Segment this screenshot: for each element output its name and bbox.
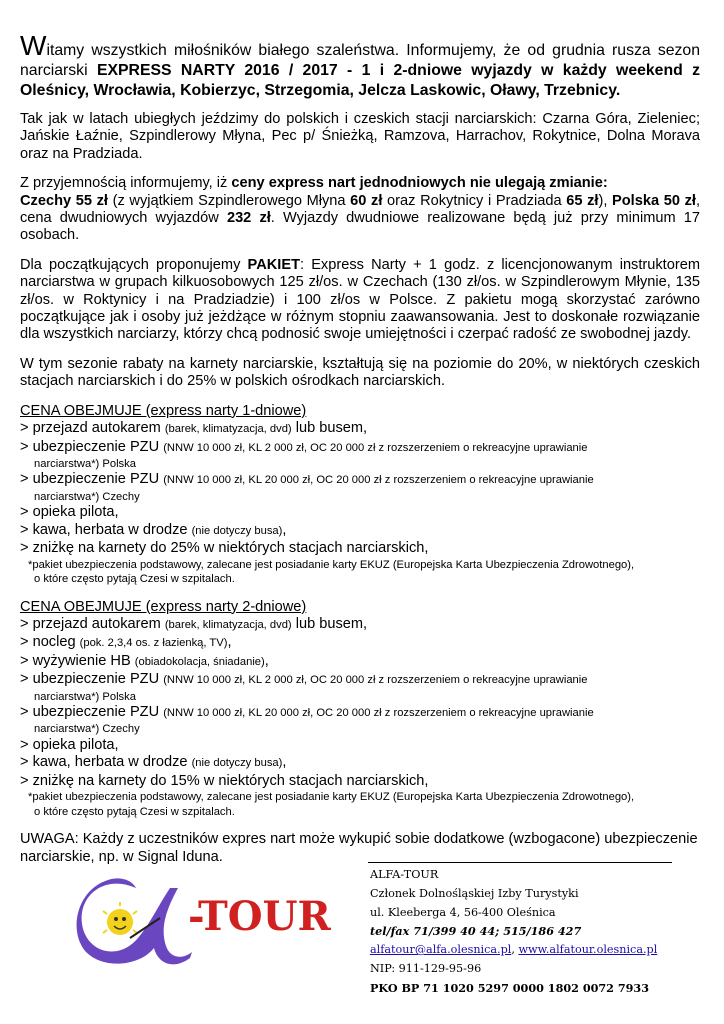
logo-text: -TOUR — [188, 893, 331, 940]
alpha-symbol-icon — [77, 878, 192, 964]
contact-links: alfatour@alfa.olesnica.pl, www.alfatour.olesnica.pl — [370, 943, 658, 957]
list-item: > zniżkę na karnety do 25% w niektórych stacjach narciarskich, — [20, 540, 429, 557]
membership: Członek Dolnośląskiej Izby Turystyki — [370, 886, 579, 900]
insurance-note: *pakiet ubezpieczenia podstawowy, zalecane jest posiadanie karty EKUZ (Europejska Karta Ubezpieczenia Zdrowotnego), — [28, 558, 635, 571]
section-heading: CENA OBEJMUJE (express narty 1-dniowe) — [20, 402, 307, 419]
section-heading: CENA OBEJMUJE (express narty 2-dniowe) — [20, 598, 307, 615]
insurance-note: *pakiet ubezpieczenia podstawowy, zalecane jest posiadanie karty EKUZ (Europejska Karta Ubezpieczenia Zdrowotnego), — [28, 791, 635, 804]
list-item: > przejazd autokarem (barek, klimatyzacja, dvd) lub busem, — [20, 420, 368, 437]
prices-paragraph: Z przyjemnością informujemy, iż ceny express nart jednodniowych nie ulegają zmianie: Czechy 55 zł (z wyjątkiem Szpindlerowego Młyna 60 zł oraz Rokytnicy i Pradziada 65 zł), Polska 50 zł, cena dwudniowych wyjazdów 232 zł. Wyjazdy dwudniowe realizowane będą już przy minimum 17 osobach. — [20, 175, 700, 244]
list-item: > przejazd autokarem (barek, klimatyzacja, dvd) lub busem, — [20, 615, 368, 632]
nip: NIP: 911-129-95-96 — [370, 961, 482, 975]
list-item: > zniżkę na karnety do 15% w niektórych stacjach narciarskich, — [20, 772, 429, 789]
insurance-note-cont: o które często pytają Czesi w szpitalach. — [34, 573, 235, 586]
company-name: ALFA-TOUR — [370, 868, 439, 881]
list-item: > ubezpieczenie PZU (NNW 10 000 zł, KL 2 000 zł, OC 20 000 zł z rozszerzeniem o rekreacyjne uprawianie narciarstwa*) Polska — [20, 671, 588, 703]
warning-paragraph: UWAGA: Każdy z uczestników expres nart może wykupić sobie dodatkowe (wzbogacone) ubezpieczenie narciarskie, np. w Signal Iduna. — [20, 831, 698, 865]
section-2day — [20, 599, 700, 820]
document-body — [20, 30, 700, 866]
section-1day — [20, 403, 700, 587]
list-item: > ubezpieczenie PZU (NNW 10 000 zł, KL 2 000 zł, OC 20 000 zł z rozszerzeniem o rekreacyjne uprawianie narciarstwa*) Polska — [20, 438, 588, 470]
list-item: > ubezpieczenie PZU (NNW 10 000 zł, KL 20 000 zł, OC 20 000 zł z rozszerzeniem o rekreacyjne uprawianie narciarstwa*) Czechy — [20, 704, 594, 736]
package-paragraph: Dla początkujących proponujemy PAKIET: Express Narty + 1 godz. z licencjonowanym instruktorem narciarstwa w grupach kilkuosobowych 125 zł/os. w Czechach (130 zł/os. w Szpindlerowym Młynie, 135 zł/os. w Roktynicy i na Pradziadzie) i 100 zł/os w Polsce. Z pakietu mogą skorzystać zarówno początkujące jak i osoby już jeżdżące w różnym stopniu zaawansowania. Jest to doskonałe rozwiązanie dla wszystkich narciarzy, którzy chcą podnosić swoje umiejętności i czerpać radość ze swobodnej jazdy. — [20, 256, 700, 343]
list-item: > kawa, herbata w drodze (nie dotyczy busa), — [20, 521, 287, 538]
included-list — [20, 420, 700, 557]
website-link[interactable]: www.alfatour.olesnica.pl — [518, 943, 658, 957]
alfa-tour-logo — [74, 866, 331, 968]
list-item: > ubezpieczenie PZU (NNW 10 000 zł, KL 20 000 zł, OC 20 000 zł z rozszerzeniem o rekreacyjne uprawianie narciarstwa*) Czechy — [20, 471, 594, 503]
included-list — [20, 616, 700, 790]
intro-paragraph: Witamy wszystkich miłośników białego szaleństwa. Informujemy, że od grudnia rusza sezon narciarski EXPRESS NARTY 2016 / 2017 - 1 i 2-dniowe wyjazdy w każdy weekend z Oleśnicy, Wrocławia, Kobierzyc, Strzegomia, Jelcza Laskowic, Oławy, Trzebnicy. — [20, 30, 700, 99]
email-link[interactable]: alfatour@alfa.olesnica.pl — [370, 943, 512, 957]
discounts-paragraph: W tym sezonie rabaty na karnety narciarskie, kształtują się na poziomie do 20%, w niektórych czeskich stacjach narciarskich i do 25% w polskich ośrodkach narciarskich. — [20, 355, 700, 390]
list-item: > opieka pilota, — [20, 504, 119, 521]
insurance-note-cont: o które często pytają Czesi w szpitalach. — [34, 805, 235, 818]
bank-account: PKO BP 71 1020 5297 0000 1802 0072 7933 — [370, 980, 649, 995]
list-item: > kawa, herbata w drodze (nie dotyczy busa), — [20, 754, 287, 771]
company-footer — [370, 866, 690, 998]
footer-divider — [368, 862, 672, 863]
stations-paragraph: Tak jak w latach ubiegłych jeździmy do polskich i czeskich stacji narciarskich: Czarna Góra, Zieleniec; Jańskie Łaźnie, Szpindlerowy Młyna, Pec p/ Śnieżką, Ramzova, Harrachov, Rokytnice, Dolna Morava oraz na Pradziada. — [20, 111, 700, 162]
list-item: > nocleg (pok. 2,3,4 os. z łazienką, TV), — [20, 634, 232, 651]
list-item: > opieka pilota, — [20, 736, 119, 753]
list-item: > wyżywienie HB (obiadokolacja, śniadanie), — [20, 652, 269, 669]
drop-cap: W — [20, 30, 47, 61]
phone: tel/fax 71/399 40 44; 515/186 427 — [370, 924, 582, 939]
address: ul. Kleeberga 4, 56-400 Oleśnica — [370, 905, 556, 919]
